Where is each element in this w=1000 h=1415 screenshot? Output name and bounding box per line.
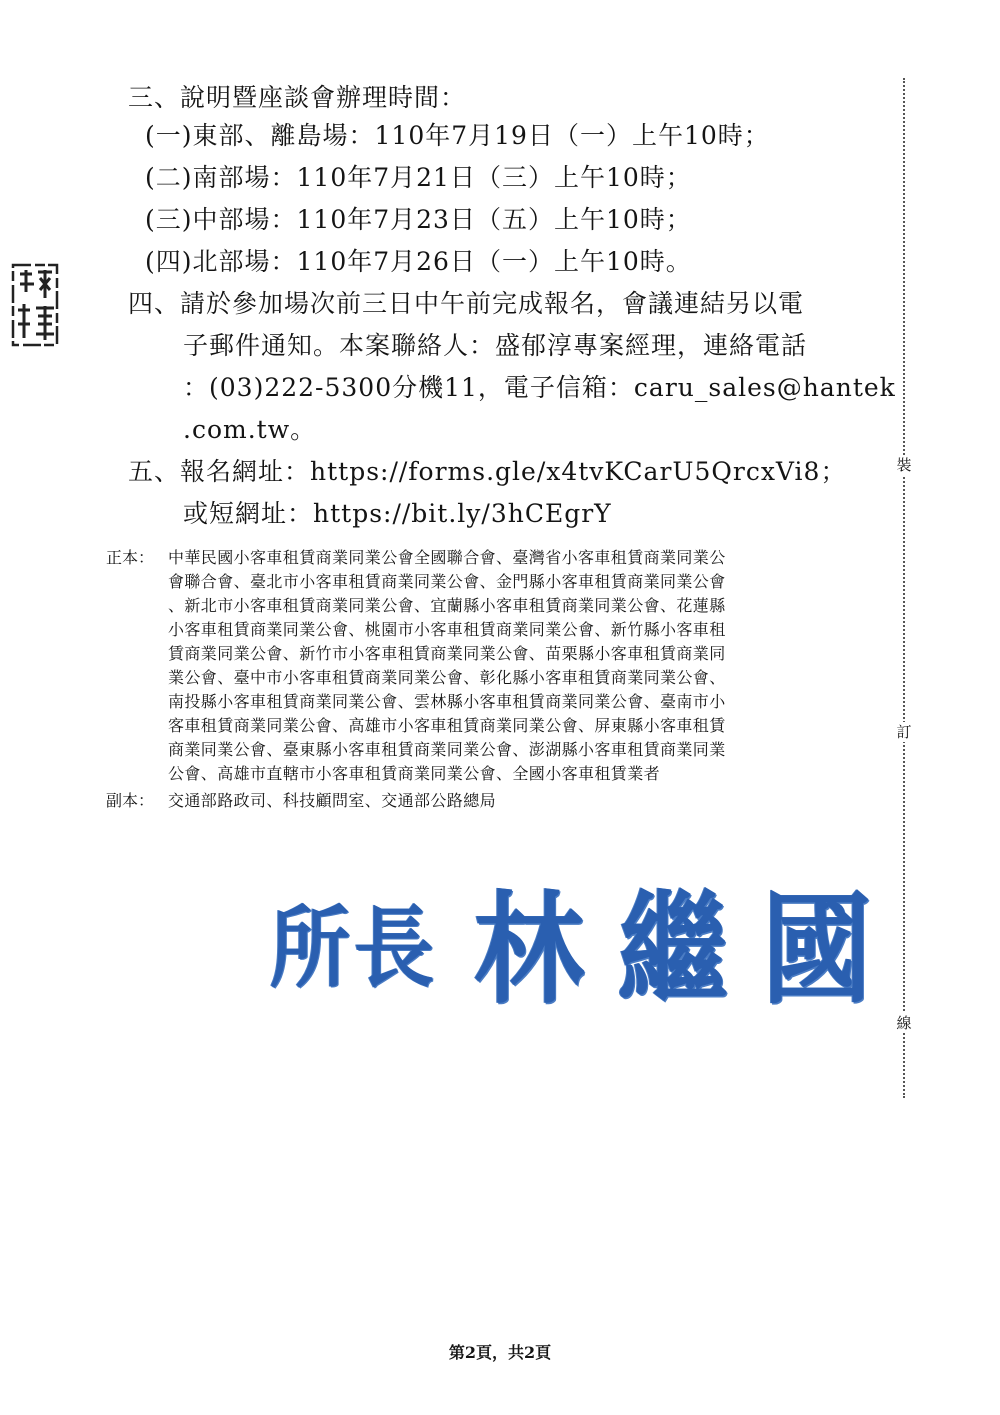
main-recipients-line: 南投縣小客車租賃商業同業公會、雲林縣小客車租賃商業同業公會、臺南市小 bbox=[168, 692, 726, 711]
main-recipients-line: 商業同業公會、臺東縣小客車租賃商業同業公會、澎湖縣小客車租賃商業同業 bbox=[168, 740, 726, 759]
page-number: 第2頁，共2頁 bbox=[448, 1343, 552, 1362]
main-recipients-line: 賃商業同業公會、新竹市小客車租賃商業同業公會、苗栗縣小客車租賃商業同 bbox=[168, 644, 726, 663]
section-4-line-1: 四、請於參加場次前三日中午前完成報名，會議連結另以電 bbox=[128, 289, 805, 318]
main-recipients-line: 會聯合會、臺北市小客車租賃商業同業公會、金門縣小客車租賃商業同業公會 bbox=[168, 572, 726, 591]
binding-char-zhuang: 裝 bbox=[893, 455, 915, 475]
main-recipients-label: 正本： bbox=[106, 548, 155, 567]
side-seal-stamp bbox=[10, 262, 60, 348]
schedule-item-south: (二)南部場：110年7月21日（三）上午10時； bbox=[145, 163, 692, 192]
director-signature-stamp bbox=[270, 875, 872, 1021]
stamp-char: 長 bbox=[354, 895, 434, 999]
schedule-item-north: (四)北部場：110年7月26日（一）上午10時。 bbox=[145, 247, 692, 276]
section-5-short-url: 或短網址：https://bit.ly/3hCEgrY bbox=[183, 499, 612, 528]
section-3-heading: 三、說明暨座談會辦理時間： bbox=[128, 83, 467, 112]
section-4-line-2: 子郵件通知。本案聯絡人：盛郁淳專案經理，連絡電話 bbox=[183, 331, 808, 360]
section-5-registration-url: 五、報名網址：https://forms.gle/x4tvKCarU5QrcxVi8； bbox=[128, 457, 847, 486]
main-recipients-line: 公會、高雄市直轄市小客車租賃商業同業公會、全國小客車租賃業者 bbox=[168, 764, 661, 783]
stamp-char: 所 bbox=[270, 895, 350, 999]
stamp-char: 繼 bbox=[618, 878, 728, 1021]
copy-recipients-label: 副本： bbox=[106, 791, 155, 810]
section-4-line-4: .com.tw。 bbox=[183, 415, 317, 444]
stamp-char: 林 bbox=[474, 878, 584, 1021]
schedule-item-east: (一)東部、離島場：110年7月19日（一）上午10時； bbox=[145, 121, 770, 150]
schedule-item-central: (三)中部場：110年7月23日（五）上午10時； bbox=[145, 205, 692, 234]
main-recipients-line: 中華民國小客車租賃商業同業公會全國聯合會、臺灣省小客車租賃商業同業公 bbox=[168, 548, 726, 567]
main-recipients-line: 業公會、臺中市小客車租賃商業同業公會、彰化縣小客車租賃商業同業公會、 bbox=[168, 668, 726, 687]
main-recipients-line: 客車租賃商業同業公會、高雄市小客車租賃商業同業公會、屏東縣小客車租賃 bbox=[168, 716, 726, 735]
main-recipients-line: 小客車租賃商業同業公會、桃園市小客車租賃商業同業公會、新竹縣小客車租 bbox=[168, 620, 726, 639]
section-4-line-3: ：(03)222-5300分機11，電子信箱：caru_sales@hantek bbox=[183, 373, 896, 402]
binding-char-ding: 訂 bbox=[893, 722, 915, 742]
binding-dotted-line bbox=[903, 78, 905, 1098]
copy-recipients-text: 交通部路政司、科技顧問室、交通部公路總局 bbox=[168, 791, 497, 810]
stamp-char: 國 bbox=[762, 878, 872, 1021]
main-recipients-line: 、新北市小客車租賃商業同業公會、宜蘭縣小客車租賃商業同業公會、花蓮縣 bbox=[168, 596, 726, 615]
binding-char-xian: 線 bbox=[893, 1013, 915, 1033]
